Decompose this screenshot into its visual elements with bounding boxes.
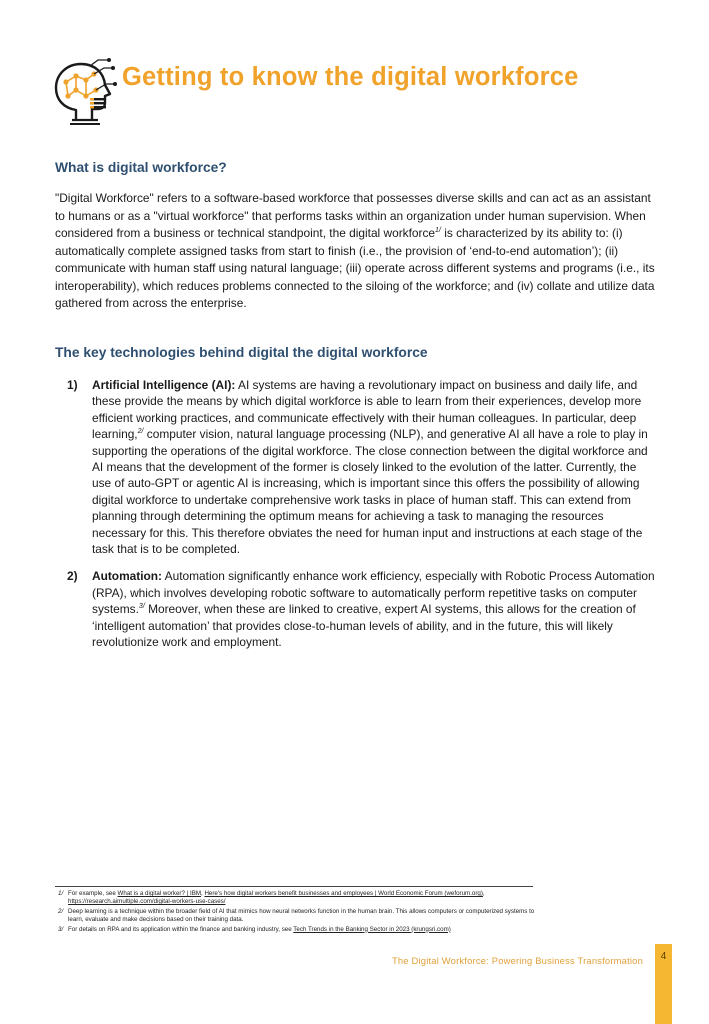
footnote-link-ibm[interactable]: What is a digital worker? | IBM — [117, 890, 201, 897]
running-footer-title: The Digital Workforce: Powering Business Transformation — [391, 955, 643, 966]
footnote-separator-text: , — [482, 890, 485, 897]
footnote-text: For example, see — [68, 890, 118, 897]
page-number: 4 — [660, 951, 667, 962]
footnote-link-aimultiple[interactable]: https://research.aimultiple.com/digital-workers-use-cases/ — [68, 898, 226, 906]
footnote-2 — [58, 908, 536, 925]
ai-brain-head-icon — [46, 56, 122, 126]
page-header — [46, 56, 666, 128]
list-item-text: Automation significantly enhance work efficiency, especially with Robotic Process Automation (RPA), which involves developing robotic software to automatically perform repetitive tasks on computer systems. — [92, 569, 655, 617]
footnote-text: For details on RPA and its application within the finance and banking industry, see — [68, 925, 294, 933]
list-item-text-continued: Moreover, when these are linked to creative, expert AI systems, this allows for the creation of ‘intelligent automation’ that provides close-to-human levels of ability, and in the future, this will likely revolutionize work and employment. — [92, 602, 636, 650]
list-item-number: 2) — [67, 569, 78, 584]
definition-text-part-2: is characterized by its ability to: (i) automatically complete assigned tasks from start to finish (i.e., the provision of ‘end-to-end automation’); (ii) communicate with human staff using natural language; (iii) operate across different systems and programs (i.e., its interoperability), which reduces problems connected to the siloing of the workforce; and (iv) collate and utilize data gathered from across the enterprise. — [55, 226, 655, 310]
list-item-text-continued: computer vision, natural language processing (NLP), and generative AI all have a role to play in supporting the operations of the digital workforce. The close connection between the digital workforce and AI means that the development of the former is closely linked to the evolution of the latter. Currently, the use of auto-GPT or agentic AI is increasing, which is important since this offers the possibility of allowing digital workforce to undertake comprehensive work tasks in place of human staff. This can extend from planning through determining the optimum means for achieving a task to managing the resources necessary for this. This therefore obviates the need for human input and instructions at each stage of the task that is to be completed. — [92, 427, 648, 557]
footnote-ref-2: 2/ — [137, 428, 144, 436]
footnote-separator — [55, 886, 533, 887]
footnote-number: 1/ — [58, 890, 64, 897]
footnote-ref-3: 3/ — [138, 603, 145, 611]
footnotes — [58, 890, 536, 935]
footnote-link-weforum[interactable]: Here's how digital workers benefit businesses and employees | World Economic Forum (weforum.org) — [204, 890, 483, 897]
footnote-number: 3/ — [58, 925, 64, 933]
list-item — [55, 377, 655, 557]
definition-text-part-1: "Digital Workforce" refers to a software-based workforce that possesses diverse skills and can act as an assistant to humans or as a "virtual workforce" that performs tasks within an organization under human supervision. When considered from a business or technical standpoint, the digital workforce — [55, 191, 651, 240]
footnote-text: Deep learning is a technique within the broader field of AI that mimics how neural networks function in the human brain. This allows computers or computerized systems to learn, evaluate and make decisions based on their training data. — [68, 907, 535, 924]
technologies-list — [55, 377, 655, 662]
list-item-lead: Artificial Intelligence (AI): — [92, 378, 236, 392]
footnote-ref-1: 1/ — [435, 227, 441, 235]
footnote-number: 2/ — [58, 907, 64, 915]
list-item-lead: Automation: — [92, 569, 163, 584]
list-item-number: 1) — [67, 378, 78, 392]
page-title: Getting to know the digital workforce — [122, 63, 579, 91]
footnote-1 — [58, 890, 536, 907]
footnote-3 — [58, 926, 536, 934]
list-item — [55, 568, 655, 650]
definition-paragraph — [55, 190, 655, 313]
footnote-link-krungsri[interactable]: Tech Trends in the Banking Sector in 2023 (krungsri.com) — [293, 925, 451, 933]
section-heading-what-is: What is digital workforce? — [55, 160, 227, 175]
section-heading-key-technologies: The key technologies behind digital the digital workforce — [55, 345, 428, 360]
list-item-text: AI systems are having a revolutionary impact on business and daily life, and these provide the means by which digital workforce is able to learn from their experiences, develop more efficient working practices, and communicate effectively with their human colleagues. In particular, deep learning, — [92, 378, 642, 442]
page-number-tab — [655, 944, 672, 1024]
footnote-separator-text: , — [200, 890, 205, 897]
